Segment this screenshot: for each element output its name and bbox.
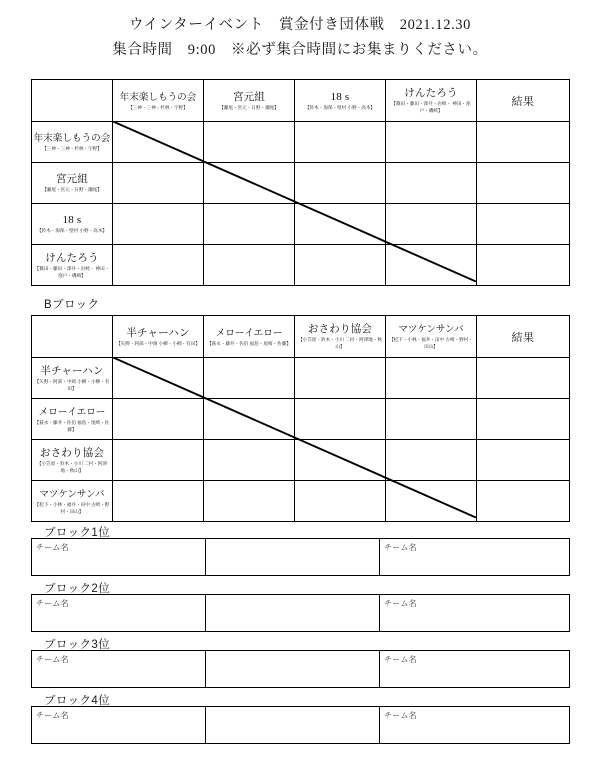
team-name: おさわり協会 xyxy=(39,447,105,459)
ranking-3-cell-middle[interactable] xyxy=(206,651,380,688)
team-members: 【篠田・藤田・澤井・岩崎・ 神田・窪戸・磯崎】 xyxy=(391,101,471,113)
team-members: 【小笠原・鈴木・小川 二村・阿津地・秋山】 xyxy=(36,460,108,473)
table-row xyxy=(32,399,570,440)
table-row xyxy=(32,440,570,481)
ranking-1-cell-right[interactable] xyxy=(380,539,570,576)
team-members: 【篠田・藤田・澤井・岩崎・ 神田・窪戸・磯崎】 xyxy=(34,265,110,278)
match-cell-b-2-4[interactable] xyxy=(386,399,477,440)
team-members: 【鈴木・海保・壁村 小野・高木】 xyxy=(36,228,108,233)
team-name: メローイエロー xyxy=(38,406,106,418)
match-cell-a-4-1[interactable] xyxy=(113,245,204,286)
block-b-col-team-4 xyxy=(386,316,477,358)
team-name: おさわり協会 xyxy=(307,324,373,335)
match-cell-b-4-2[interactable] xyxy=(204,481,295,522)
block-b-row-team-3 xyxy=(32,440,113,481)
team-name-placeholder: チーム名 xyxy=(384,711,417,720)
ranking-table-3 xyxy=(31,650,570,688)
ranking-1-cell-left[interactable] xyxy=(32,539,206,576)
table-row xyxy=(32,245,570,286)
match-cell-b-4-3[interactable] xyxy=(295,481,386,522)
ranking-table-4 xyxy=(31,706,570,744)
team-members: 【萩永・藤井・佐伯 福島・尾崎・佐藤】 xyxy=(34,419,110,432)
block-b-row-team-4 xyxy=(32,481,113,522)
team-members: 【松下・小林・福井・田中 古崎・野村・田山】 xyxy=(389,337,473,349)
ranking-2-cell-right[interactable] xyxy=(380,595,570,632)
ranking-table-1 xyxy=(31,538,570,576)
result-cell-a-1[interactable] xyxy=(477,122,570,163)
result-cell-a-3[interactable] xyxy=(477,204,570,245)
ranking-table-1-container xyxy=(31,538,569,576)
block-b-container xyxy=(31,315,569,522)
team-name-placeholder: チーム名 xyxy=(384,655,417,664)
team-name: マツケンサンバ xyxy=(398,324,464,335)
team-members: 【松下・小林・福井・田中 古崎・野村・田山】 xyxy=(34,501,110,514)
team-name-placeholder: チーム名 xyxy=(36,711,69,720)
block-b-roundrobin-table xyxy=(31,315,570,522)
team-name-placeholder: チーム名 xyxy=(36,655,69,664)
match-cell-a-3-1[interactable] xyxy=(113,204,204,245)
match-cell-a-1-2[interactable] xyxy=(204,122,295,163)
team-members: 【鈴木・海保・壁村 小野・高木】 xyxy=(304,104,376,110)
block-b-caption: Bブロック xyxy=(44,299,100,311)
team-members: 【瀬尾・宮元・日野・瀬尾】 xyxy=(219,104,279,110)
team-name-placeholder xyxy=(207,596,378,598)
table-row xyxy=(32,204,570,245)
team-members: 【三神・三神・杉林・宇野】 xyxy=(128,104,188,110)
table-row xyxy=(32,707,570,744)
match-cell-b-3-1[interactable] xyxy=(113,440,204,481)
ranking-caption-1: ブロック1位 xyxy=(44,527,111,539)
block-a-result-header xyxy=(477,80,570,122)
table-row xyxy=(32,595,570,632)
ranking-caption-4: ブロック4位 xyxy=(44,695,111,707)
block-b-col-team-1 xyxy=(113,316,204,358)
team-name: けんたろう xyxy=(404,88,458,99)
match-cell-b-4-1[interactable] xyxy=(113,481,204,522)
match-cell-b-2-2[interactable] xyxy=(204,399,295,440)
ranking-table-4-container xyxy=(31,706,569,744)
team-name: メローイエロー xyxy=(215,327,283,339)
ranking-2-cell-middle[interactable] xyxy=(206,595,380,632)
team-members: 【三神・三神・杉林・宇野】 xyxy=(42,146,102,151)
team-name: 宮元組 xyxy=(55,174,89,185)
match-cell-a-1-1[interactable] xyxy=(113,122,204,163)
team-name: 年末楽しもうの会 xyxy=(33,133,111,144)
match-cell-b-1-2[interactable] xyxy=(204,358,295,399)
match-cell-a-2-3[interactable] xyxy=(295,163,386,204)
team-members: 【萩永・藤井・佐伯 福島・尾崎・佐藤】 xyxy=(207,340,291,346)
team-name: 半チャーハン xyxy=(126,327,190,339)
block-a-col-team-1 xyxy=(113,80,204,122)
block-a-corner-cell xyxy=(32,80,113,122)
block-b-col-team-2 xyxy=(204,316,295,358)
team-name-placeholder xyxy=(207,708,378,710)
team-name: 年末楽しもうの会 xyxy=(119,91,197,103)
ranking-table-3-container xyxy=(31,650,569,688)
block-b-row-team-1 xyxy=(32,358,113,399)
team-name: 半チャーハン xyxy=(40,365,104,377)
ranking-table-2 xyxy=(31,594,570,632)
block-a-col-team-2 xyxy=(204,80,295,122)
team-name: マツケンサンバ xyxy=(39,488,105,500)
result-cell-b-1[interactable] xyxy=(477,358,570,399)
block-a-col-team-4 xyxy=(386,80,477,122)
table-row xyxy=(32,122,570,163)
team-name-placeholder: チーム名 xyxy=(384,599,417,608)
ranking-4-cell-right[interactable] xyxy=(380,707,570,744)
block-a-row-team-2 xyxy=(32,163,113,204)
ranking-table-2-container xyxy=(31,594,569,632)
ranking-3-cell-right[interactable] xyxy=(380,651,570,688)
ranking-caption-3: ブロック3位 xyxy=(44,639,111,651)
result-header-label: 結果 xyxy=(511,95,535,108)
document-title-line-2: 集合時間 9:00 ※必ず集合時間にお集まりください。 xyxy=(112,42,488,58)
team-members: 【矢野・阿部・中岡 小柳・小柳・有田】 xyxy=(116,340,200,346)
match-cell-a-3-3[interactable] xyxy=(295,204,386,245)
match-cell-b-3-3[interactable] xyxy=(295,440,386,481)
match-cell-a-2-2[interactable] xyxy=(204,163,295,204)
result-cell-b-3[interactable] xyxy=(477,440,570,481)
block-b-row-team-2 xyxy=(32,399,113,440)
team-members: 【矢野・阿部・中岡 小柳・小柳・有田】 xyxy=(34,378,110,391)
match-cell-b-4-4[interactable] xyxy=(386,481,477,522)
match-cell-a-3-4[interactable] xyxy=(386,204,477,245)
block-a-container xyxy=(31,79,569,286)
ranking-2-cell-left[interactable] xyxy=(32,595,206,632)
match-cell-a-4-4[interactable] xyxy=(386,245,477,286)
result-cell-b-4[interactable] xyxy=(477,481,570,522)
team-name-placeholder: チーム名 xyxy=(384,543,417,552)
match-cell-a-2-1[interactable] xyxy=(113,163,204,204)
ranking-1-cell-middle[interactable] xyxy=(206,539,380,576)
match-cell-b-1-4[interactable] xyxy=(386,358,477,399)
team-name-placeholder xyxy=(207,540,378,542)
block-b-result-header xyxy=(477,316,570,358)
table-row xyxy=(32,358,570,399)
result-cell-a-4[interactable] xyxy=(477,245,570,286)
table-row xyxy=(32,539,570,576)
match-cell-b-3-2[interactable] xyxy=(204,440,295,481)
match-cell-b-1-3[interactable] xyxy=(295,358,386,399)
team-members: 【瀬尾・宮元・日野・瀬尾】 xyxy=(42,187,102,192)
team-name: けんたろう xyxy=(45,252,99,264)
block-a-row-team-4 xyxy=(32,245,113,286)
match-cell-a-4-3[interactable] xyxy=(295,245,386,286)
match-cell-a-2-4[interactable] xyxy=(386,163,477,204)
document-title-line-1: ウインターイベント 賞金付き団体戦 2021.12.30 xyxy=(128,17,472,33)
team-name: 18 s xyxy=(330,90,350,103)
match-cell-a-4-2[interactable] xyxy=(204,245,295,286)
match-cell-b-2-1[interactable] xyxy=(113,399,204,440)
block-a-roundrobin-table xyxy=(31,79,570,286)
result-cell-a-2[interactable] xyxy=(477,163,570,204)
block-b-col-team-3 xyxy=(295,316,386,358)
ranking-4-cell-middle[interactable] xyxy=(206,707,380,744)
block-b-header-row xyxy=(32,316,570,358)
match-cell-a-1-4[interactable] xyxy=(386,122,477,163)
match-cell-b-3-4[interactable] xyxy=(386,440,477,481)
block-a-col-team-3 xyxy=(295,80,386,122)
team-name-placeholder: チーム名 xyxy=(36,543,69,552)
table-row xyxy=(32,481,570,522)
result-header-label: 結果 xyxy=(511,331,535,344)
table-row xyxy=(32,651,570,688)
block-a-row-team-1 xyxy=(32,122,113,163)
match-cell-b-2-3[interactable] xyxy=(295,399,386,440)
table-row xyxy=(32,163,570,204)
block-a-header-row xyxy=(32,80,570,122)
match-cell-a-3-2[interactable] xyxy=(204,204,295,245)
block-b-corner-cell xyxy=(32,316,113,358)
team-name-placeholder xyxy=(207,652,378,654)
ranking-caption-2: ブロック2位 xyxy=(44,583,111,595)
ranking-3-cell-left[interactable] xyxy=(32,651,206,688)
match-cell-b-1-1[interactable] xyxy=(113,358,204,399)
block-a-row-team-3 xyxy=(32,204,113,245)
team-name-placeholder: チーム名 xyxy=(36,599,69,608)
team-name: 18 s xyxy=(62,214,82,226)
result-cell-b-2[interactable] xyxy=(477,399,570,440)
match-cell-a-1-3[interactable] xyxy=(295,122,386,163)
ranking-4-cell-left[interactable] xyxy=(32,707,206,744)
document-header xyxy=(0,0,600,63)
team-members: 【小笠原・鈴木・小川 二村・阿津地・秋山】 xyxy=(298,337,382,349)
team-name: 宮元組 xyxy=(232,91,266,103)
